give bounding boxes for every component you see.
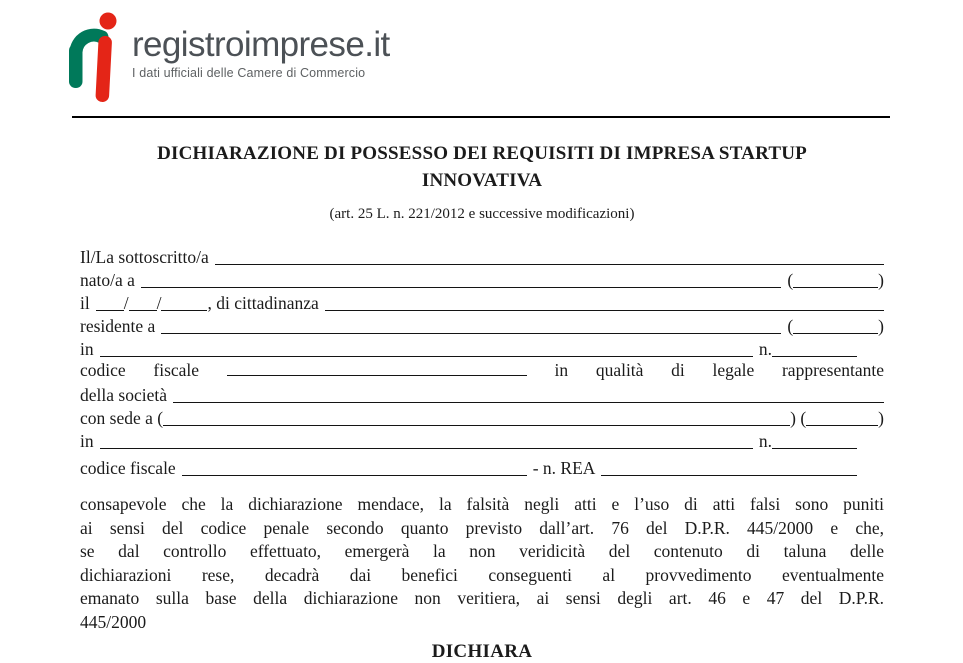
seat-province-close-paren: ): [878, 408, 884, 428]
residence-label: residente a: [80, 316, 156, 336]
fiscal-code-label: codice fiscale: [80, 360, 200, 380]
company-seat-label: con sede a (: [80, 408, 164, 428]
header-divider: [72, 116, 890, 118]
birthplace-label: nato/a a: [80, 270, 135, 290]
residence-street-number-blank: [772, 354, 857, 357]
company-street-number-label: n.: [758, 431, 772, 451]
rea-number-blank: [601, 473, 857, 476]
residence-city-blank: [161, 331, 781, 334]
form-line-company-fiscal-rea: [80, 456, 857, 479]
logo-tagline: I dati ufficiali delle Camere di Commercio: [132, 66, 366, 80]
legal-notice-line: 445/2000: [80, 611, 147, 632]
seat-province-parens: ) (: [790, 408, 807, 428]
form-line-company: [80, 383, 884, 406]
document-title-line2: INNOVATIVA: [421, 170, 543, 191]
residence-province-close-paren: ): [878, 316, 884, 336]
company-fiscal-code-blank: [182, 473, 527, 476]
residence-province-blank: [793, 331, 878, 334]
date-slash-2: /: [156, 293, 162, 313]
residence-street-blank: [100, 354, 753, 357]
form-line-birthdate-citizenship: [80, 291, 884, 314]
document-content: [80, 136, 884, 663]
company-seat-province-blank: [806, 423, 878, 426]
citizenship-blank: [325, 308, 884, 311]
birth-province-close-paren: ): [878, 270, 884, 290]
legal-notice-line: emanato sulla base della dichiarazione non veritiera, ai sensi degli art. 46 e 47 del D.P.R.: [80, 588, 884, 608]
legal-notice-line: dichiarazioni rese, decadrà dai benefici conseguenti al provvedimento eventualmente: [80, 564, 884, 585]
residence-province-open-paren: (: [787, 316, 794, 336]
form-line-residence: [80, 314, 884, 337]
rea-number-label: - n. REA: [532, 458, 596, 478]
form-line-residence-street: [80, 337, 857, 360]
legal-notice-line: consapevole che la dichiarazione mendace, la falsità negli atti e l’uso di atti falsi sono puniti: [80, 494, 884, 514]
legal-notice-line: se dal controllo effettuato, emergerà la non veridicità del contenuto di taluna delle: [80, 541, 884, 561]
birthdate-label: il: [80, 293, 90, 313]
document-title: [80, 140, 884, 194]
birth-day-blank: [96, 308, 124, 311]
company-street-in-label: in: [80, 431, 94, 451]
form-line-declarant: [80, 245, 884, 268]
legal-notice-paragraph: [80, 493, 884, 634]
registroimprese-logo: [66, 10, 390, 106]
company-fiscal-code-label: codice fiscale: [80, 458, 176, 478]
company-label: della società: [80, 385, 167, 405]
fiscal-code-blank: [227, 373, 527, 376]
form-line-company-street: [80, 429, 857, 452]
birthplace-blank: [141, 285, 781, 288]
declarant-name-blank: [215, 262, 884, 265]
logo-wordmark: registroimprese.it: [132, 25, 390, 64]
declarant-label: Il/La sottoscritto/a: [80, 247, 209, 267]
birth-year-blank: [161, 308, 207, 311]
document-subtitle: (art. 25 L. n. 221/2012 e successive modificazioni): [329, 206, 635, 222]
declaration-form: [80, 245, 884, 479]
birth-province-blank: [793, 285, 878, 288]
legal-notice-line: ai sensi del codice penale secondo quanto previsto dall’art. 76 del D.P.R. 445/2000 e che,: [80, 517, 884, 538]
birth-month-blank: [129, 308, 157, 311]
company-name-blank: [173, 400, 884, 403]
declares-heading: DICHIARA: [431, 641, 533, 662]
company-street-number-blank: [772, 446, 857, 449]
logo-text-block: [132, 10, 390, 81]
legal-representative-label: in qualità di legale rappresentante: [554, 360, 884, 380]
company-seat-city-blank: [163, 423, 790, 426]
residence-street-in-label: in: [80, 339, 94, 359]
form-line-birthplace: [80, 268, 884, 291]
form-line-company-seat: [80, 406, 884, 429]
residence-street-number-label: n.: [758, 339, 772, 359]
citizenship-label: , di cittadinanza: [207, 293, 319, 313]
registroimprese-logo-icon: [66, 10, 120, 106]
birth-province-open-paren: (: [787, 270, 794, 290]
document-title-line1: DICHIARAZIONE DI POSSESSO DEI REQUISITI DI IMPRESA STARTUP: [157, 143, 807, 164]
date-slash-1: /: [123, 293, 129, 313]
company-street-blank: [100, 446, 753, 449]
form-line-fiscal-code-role: [80, 360, 884, 383]
